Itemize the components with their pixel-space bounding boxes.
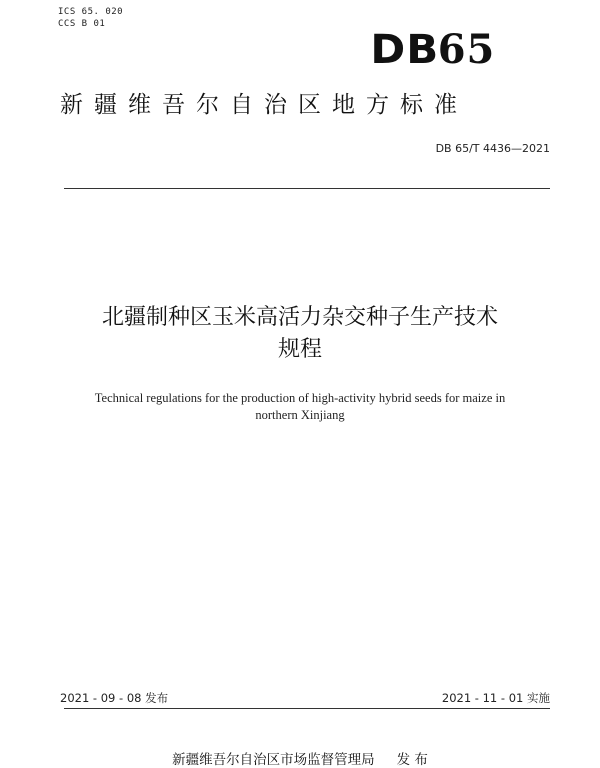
standard-logo (370, 26, 496, 73)
publish-label: 发 布 (396, 752, 428, 768)
ics-code: ICS 65. 020 (58, 7, 124, 17)
logo-number: 65 (437, 26, 496, 73)
classification-codes (58, 6, 123, 30)
ccs-code: CCS B 01 (58, 19, 106, 29)
implementation-date: 2021 - 11 - 01 实施 (441, 691, 550, 705)
footer-divider (64, 708, 550, 709)
publisher-line (40, 748, 560, 768)
logo-db: DB (370, 27, 440, 73)
document-title-en (40, 390, 560, 424)
publisher-name: 新疆维吾尔自治区市场监督管理局 (172, 752, 375, 768)
title-cn-line2: 规程 (277, 337, 322, 362)
title-en-line2: northern Xinjiang (255, 408, 345, 422)
header-divider (64, 188, 550, 189)
title-cn-line1: 北疆制种区玉米高活力杂交种子生产技术 (101, 305, 498, 330)
standard-number: DB 65/T 4436—2021 (435, 142, 550, 155)
standard-type-heading: 新疆维吾尔自治区地方标准 (60, 92, 468, 118)
title-en-line1: Technical regulations for the production of high-activity hybrid seeds for maize in (94, 391, 506, 405)
issue-date: 2021 - 09 - 08 发布 (60, 691, 169, 705)
document-title-cn (40, 302, 560, 366)
